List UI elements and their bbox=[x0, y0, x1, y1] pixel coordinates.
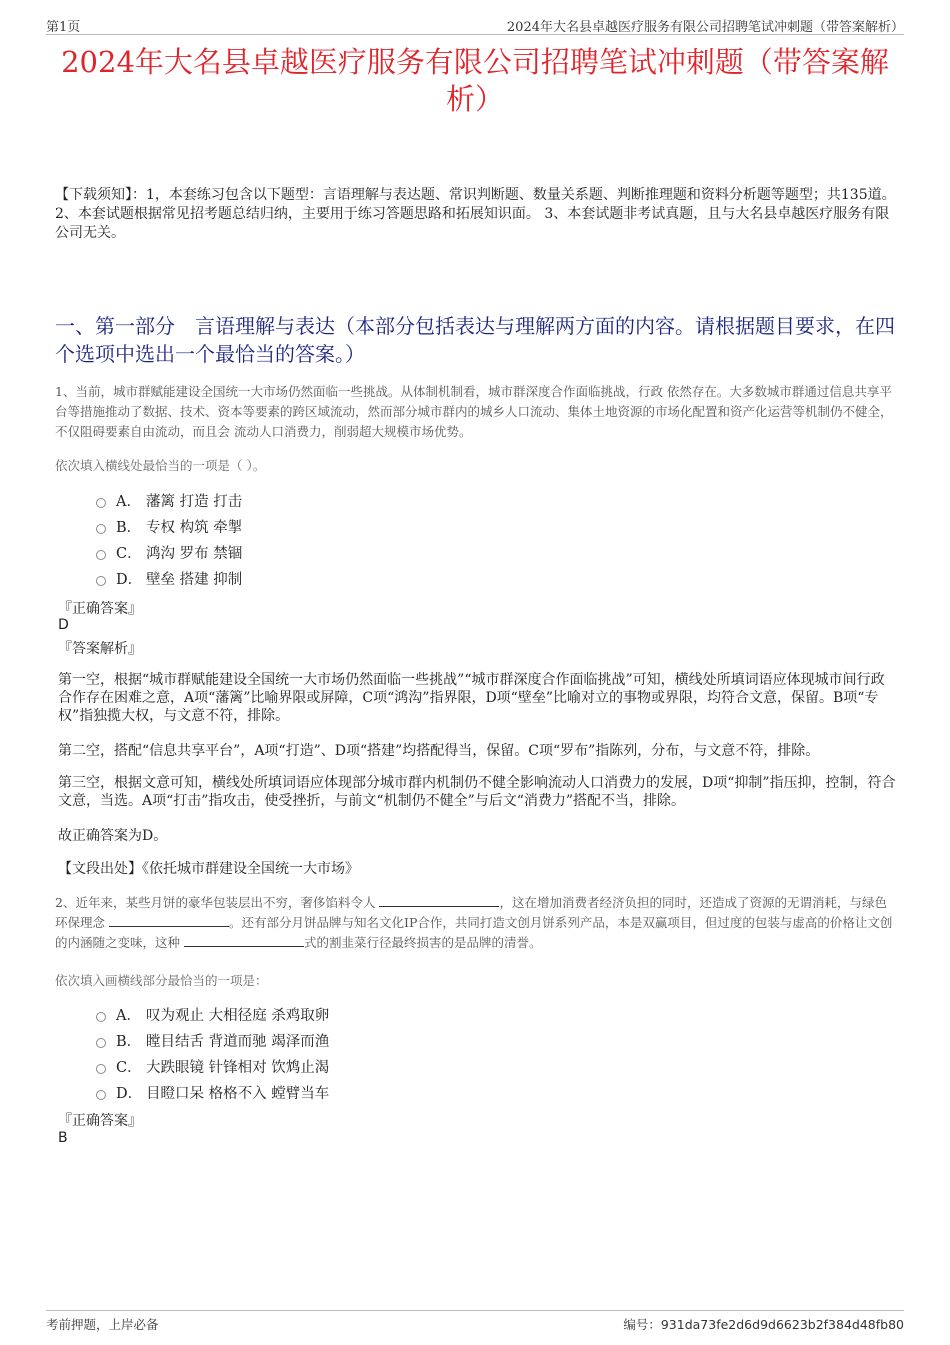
fill-blank bbox=[109, 914, 229, 927]
question-1-prompt: 依次填入横线处最恰当的一项是（ ）。 bbox=[55, 458, 266, 473]
analysis-paragraph: 第二空，搭配“信息共享平台”，A项“打造”、D项“搭建”均搭配得当，保留。C项“罗布”指陈列，分布，与文意不符，排除。 bbox=[58, 743, 820, 759]
analysis-conclusion: 故正确答案为D。 bbox=[58, 828, 168, 844]
header-doc-title: 2024年大名县卓越医疗服务有限公司招聘笔试冲刺题（带答案解析） bbox=[506, 20, 904, 35]
radio-icon[interactable] bbox=[96, 576, 106, 586]
option-b[interactable]: B． 专权 构筑 牵掣 bbox=[96, 513, 242, 539]
radio-icon[interactable] bbox=[96, 498, 106, 508]
option-b[interactable]: B． 瞠目结舌 背道而驰 竭泽而渔 bbox=[96, 1027, 329, 1053]
page-number: 第1页 bbox=[46, 20, 81, 35]
passage-source: 【文段出处】《依托城市群建设全国统一大市场》 bbox=[58, 861, 359, 877]
answer-value: B bbox=[58, 1130, 68, 1146]
option-a[interactable]: A． 叹为观止 大相径庭 杀鸡取卵 bbox=[96, 1001, 329, 1027]
question-2-prompt: 依次填入画横线部分最恰当的一项是： bbox=[55, 973, 268, 988]
radio-icon[interactable] bbox=[96, 524, 106, 534]
radio-icon[interactable] bbox=[96, 550, 106, 560]
document-code: 编号：931da73fe2d6d9d6623b2f384d48fb80 bbox=[623, 1317, 904, 1332]
question-2-text: 2、近年来，某些月饼的豪华包装层出不穷，奢侈馅料令人 ，这在增加消费者经济负担的同时，还造成了资源的无谓消耗，与绿色环保理念 。还有部分月饼品牌与知名文化IP合作，共同打造文创月饼系列产品，本是双赢项目，但过度的包装与虚高的价格让文创的内涵随之变味，这种 式的割韭菜行径最终损害的是品牌的清誉。 bbox=[55, 895, 893, 950]
option-d[interactable]: D． 壁垒 搭建 抑制 bbox=[96, 565, 242, 591]
option-c[interactable]: C． 大跌眼镜 针锋相对 饮鸩止渴 bbox=[96, 1053, 329, 1079]
download-notice: 【下载须知】：1，本套练习包含以下题型：言语理解与表达题、常识判断题、数量关系题、判断推理题和资料分析题等题型；共135道。 2、本套试题根据常见招考题总结归纳，主要用于练习答题思路和拓展知识面。 3、本套试题非考试真题，且与大名县卓越医疗服务有限公司无关。 bbox=[55, 187, 896, 241]
analysis-paragraph: 第三空，根据文意可知，横线处所填词语应体现部分城市群内机制仍不健全影响流动人口消费力的发展，D项“抑制”指压抑，控制，符合文意，当选。A项“打击”指攻击，使受挫折，与前文“机制仍不健全”与后文“消费力”搭配不当，排除。 bbox=[58, 775, 896, 809]
footer-slogan: 考前押题，上岸必备 bbox=[46, 1317, 159, 1332]
option-c[interactable]: C． 鸿沟 罗布 禁锢 bbox=[96, 539, 242, 565]
section-heading: 一、第一部分 言语理解与表达（本部分包括表达与理解两方面的内容。请根据题目要求，在四个选项中选出一个最恰当的答案。） bbox=[55, 314, 895, 366]
radio-icon[interactable] bbox=[96, 1064, 106, 1074]
analysis-paragraph: 第一空，根据“城市群赋能建设全国统一大市场仍然面临一些挑战”“城市群深度合作面临挑战”可知，横线处所填词语应体现城市间行政合作存在困难之意，A项“藩篱”比喻界限或屏障，C项“鸿沟”指界限，D项“壁垒”比喻对立的事物或界限，均符合文意，保留。B项“专权”指独揽大权，与文意不符，排除。 bbox=[58, 672, 885, 724]
question-2-options bbox=[96, 1001, 329, 1105]
radio-icon[interactable] bbox=[96, 1090, 106, 1100]
radio-icon[interactable] bbox=[96, 1012, 106, 1022]
answer-label: 『正确答案』 bbox=[58, 1113, 142, 1129]
option-a[interactable]: A． 藩篱 打造 打击 bbox=[96, 487, 242, 513]
answer-value: D bbox=[58, 617, 69, 633]
answer-label: 『正确答案』 bbox=[58, 601, 142, 617]
option-d[interactable]: D． 目瞪口呆 格格不入 螳臂当车 bbox=[96, 1079, 329, 1105]
question-1-text: 1、当前，城市群赋能建设全国统一大市场仍然面临一些挑战。从体制机制看，城市群深度合作面临挑战，行政 依然存在。大多数城市群通过信息共享平台等措施推动了数据、技术、资本等要素的跨区域流动，然而部分城市群内的城乡人口流动、集体土地资源的市场化配置和资产化运营等机制仍不健全，不仅阻碍要素自由流动，而且会 流动人口消费力，削弱超大规模市场优势。 bbox=[55, 384, 893, 439]
page-footer bbox=[46, 1310, 904, 1331]
question-1-options bbox=[96, 487, 242, 591]
fill-blank bbox=[379, 894, 499, 907]
page-header bbox=[46, 14, 904, 35]
radio-icon[interactable] bbox=[96, 1038, 106, 1048]
fill-blank bbox=[184, 934, 304, 947]
analysis-label: 『答案解析』 bbox=[58, 641, 142, 657]
page-title: 2024年大名县卓越医疗服务有限公司招聘笔试冲刺题（带答案解析） bbox=[61, 45, 889, 116]
